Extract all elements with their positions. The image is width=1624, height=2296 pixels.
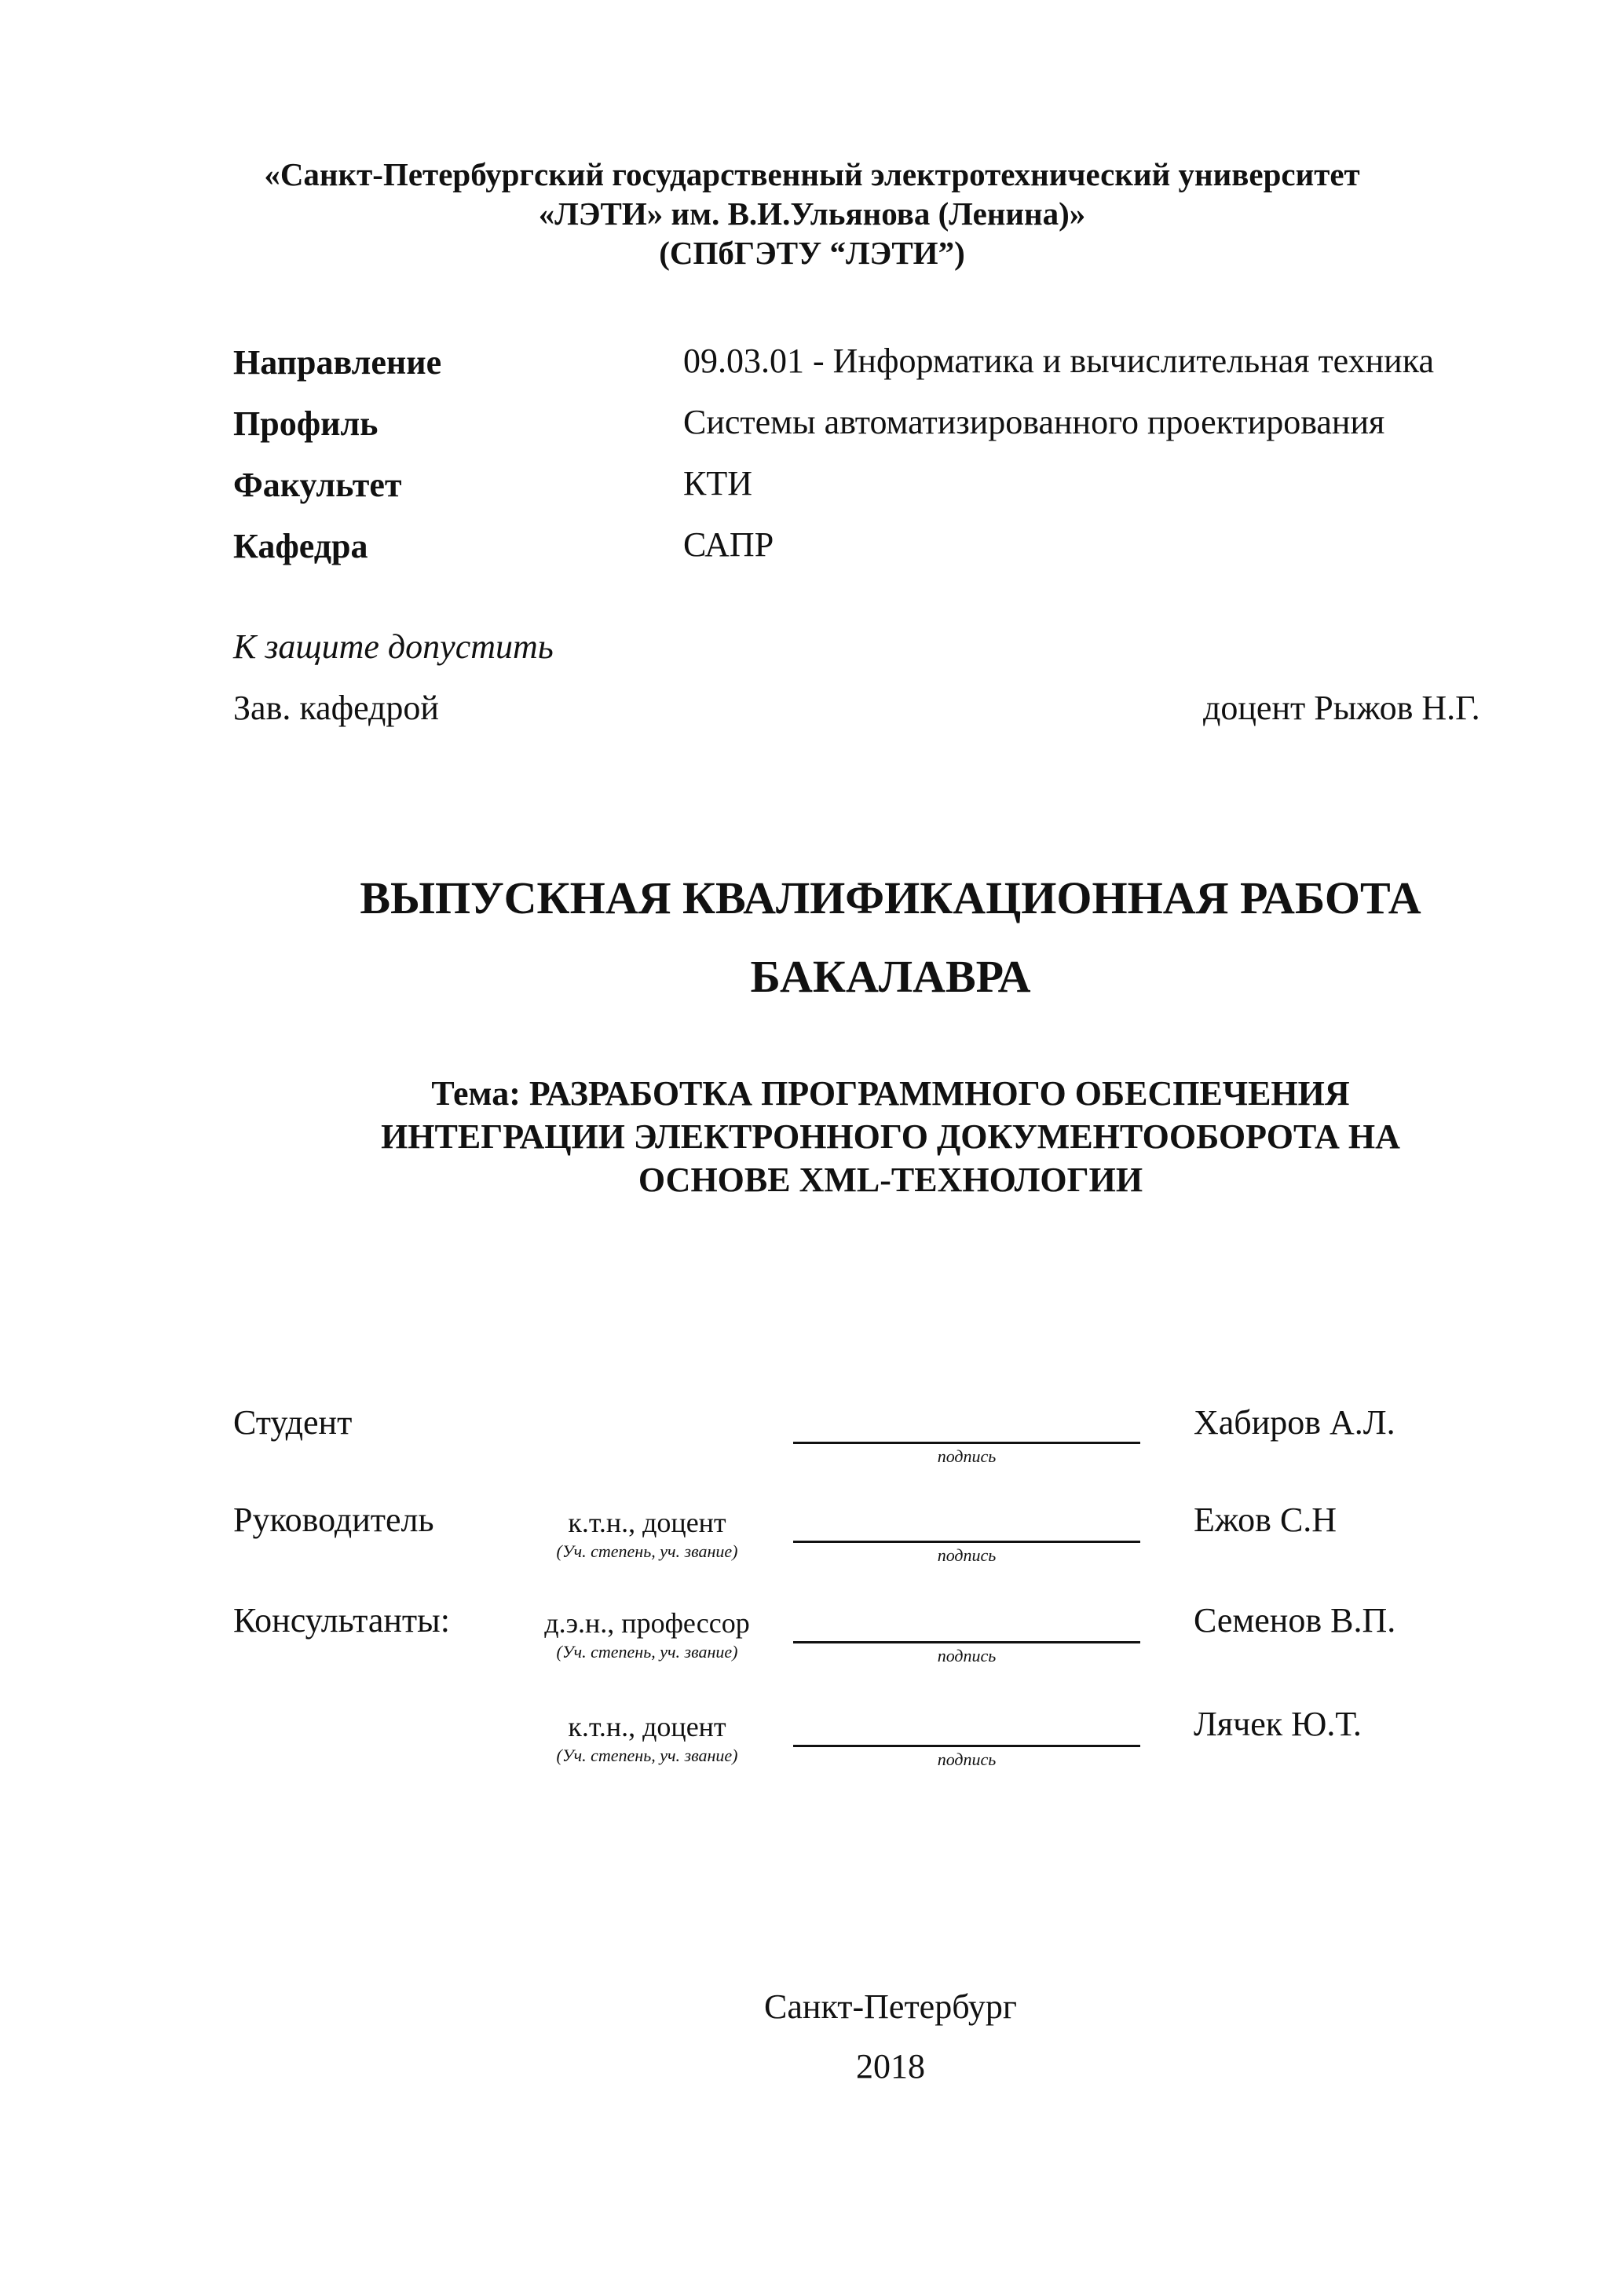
head-of-department-label: Зав. кафедрой bbox=[233, 689, 439, 727]
faculty-label: Факультет bbox=[233, 466, 402, 504]
department-label: Кафедра bbox=[233, 527, 368, 565]
consultant-2-signature-line bbox=[793, 1745, 1140, 1747]
supervisor-role: Руководитель bbox=[233, 1501, 434, 1539]
supervisor-signature-line bbox=[793, 1541, 1140, 1543]
consultant-2-degree-caption: (Уч. степень, уч. звание) bbox=[556, 1746, 738, 1765]
theme-line-3: ОСНОВЕ XML-ТЕХНОЛОГИИ bbox=[638, 1161, 1143, 1199]
direction-value: 09.03.01 - Информатика и вычислительная техника bbox=[683, 342, 1434, 380]
profile-value: Системы автоматизированного проектирования bbox=[683, 403, 1385, 441]
university-name-line-1: «Санкт-Петербургский государственный электротехнический университет bbox=[264, 156, 1360, 192]
work-title-line-1: ВЫПУСКНАЯ КВАЛИФИКАЦИОННАЯ РАБОТА bbox=[360, 872, 1421, 923]
consultant-1-degree: д.э.н., профессор bbox=[544, 1607, 750, 1639]
consultant-2-signature-caption: подпись bbox=[937, 1749, 997, 1769]
supervisor-degree: к.т.н., доцент bbox=[568, 1507, 726, 1538]
consultant-2-name: Лячек Ю.Т. bbox=[1194, 1705, 1362, 1743]
faculty-value: КТИ bbox=[683, 464, 752, 503]
year: 2018 bbox=[856, 2047, 925, 2086]
student-signature-caption: подпись bbox=[937, 1446, 997, 1466]
supervisor-degree-caption: (Уч. степень, уч. звание) bbox=[556, 1541, 738, 1561]
consultant-1-signature-line bbox=[793, 1641, 1140, 1643]
consultant-1-degree-caption: (Уч. степень, уч. звание) bbox=[556, 1642, 738, 1662]
student-signature-line bbox=[793, 1442, 1140, 1444]
theme-line-1: Тема: РАЗРАБОТКА ПРОГРАММНОГО ОБЕСПЕЧЕНИЯ bbox=[431, 1074, 1350, 1113]
department-value: САПР bbox=[683, 525, 774, 564]
city: Санкт-Петербург bbox=[764, 1987, 1017, 2026]
admit-to-defense: К защите допустить bbox=[233, 627, 554, 666]
supervisor-name: Ежов С.Н bbox=[1194, 1501, 1337, 1539]
consultant-1-name: Семенов В.П. bbox=[1194, 1601, 1396, 1640]
head-of-department-name: доцент Рыжов Н.Г. bbox=[1203, 689, 1480, 727]
university-abbreviation: (СПбГЭТУ “ЛЭТИ”) bbox=[659, 235, 965, 271]
profile-label: Профиль bbox=[233, 404, 379, 443]
work-title-line-2: БАКАЛАВРА bbox=[750, 951, 1031, 1002]
university-name-line-2: «ЛЭТИ» им. В.И.Ульянова (Ленина)» bbox=[538, 196, 1086, 232]
consultants-role: Консультанты: bbox=[233, 1601, 450, 1640]
theme-line-2: ИНТЕГРАЦИИ ЭЛЕКТРОННОГО ДОКУМЕНТООБОРОТА НА bbox=[381, 1117, 1400, 1156]
student-role: Студент bbox=[233, 1403, 353, 1442]
direction-label: Направление bbox=[233, 343, 442, 382]
consultant-1-signature-caption: подпись bbox=[937, 1646, 997, 1665]
supervisor-signature-caption: подпись bbox=[937, 1545, 997, 1565]
student-name: Хабиров А.Л. bbox=[1194, 1403, 1395, 1442]
consultant-2-degree: к.т.н., доцент bbox=[568, 1711, 726, 1742]
